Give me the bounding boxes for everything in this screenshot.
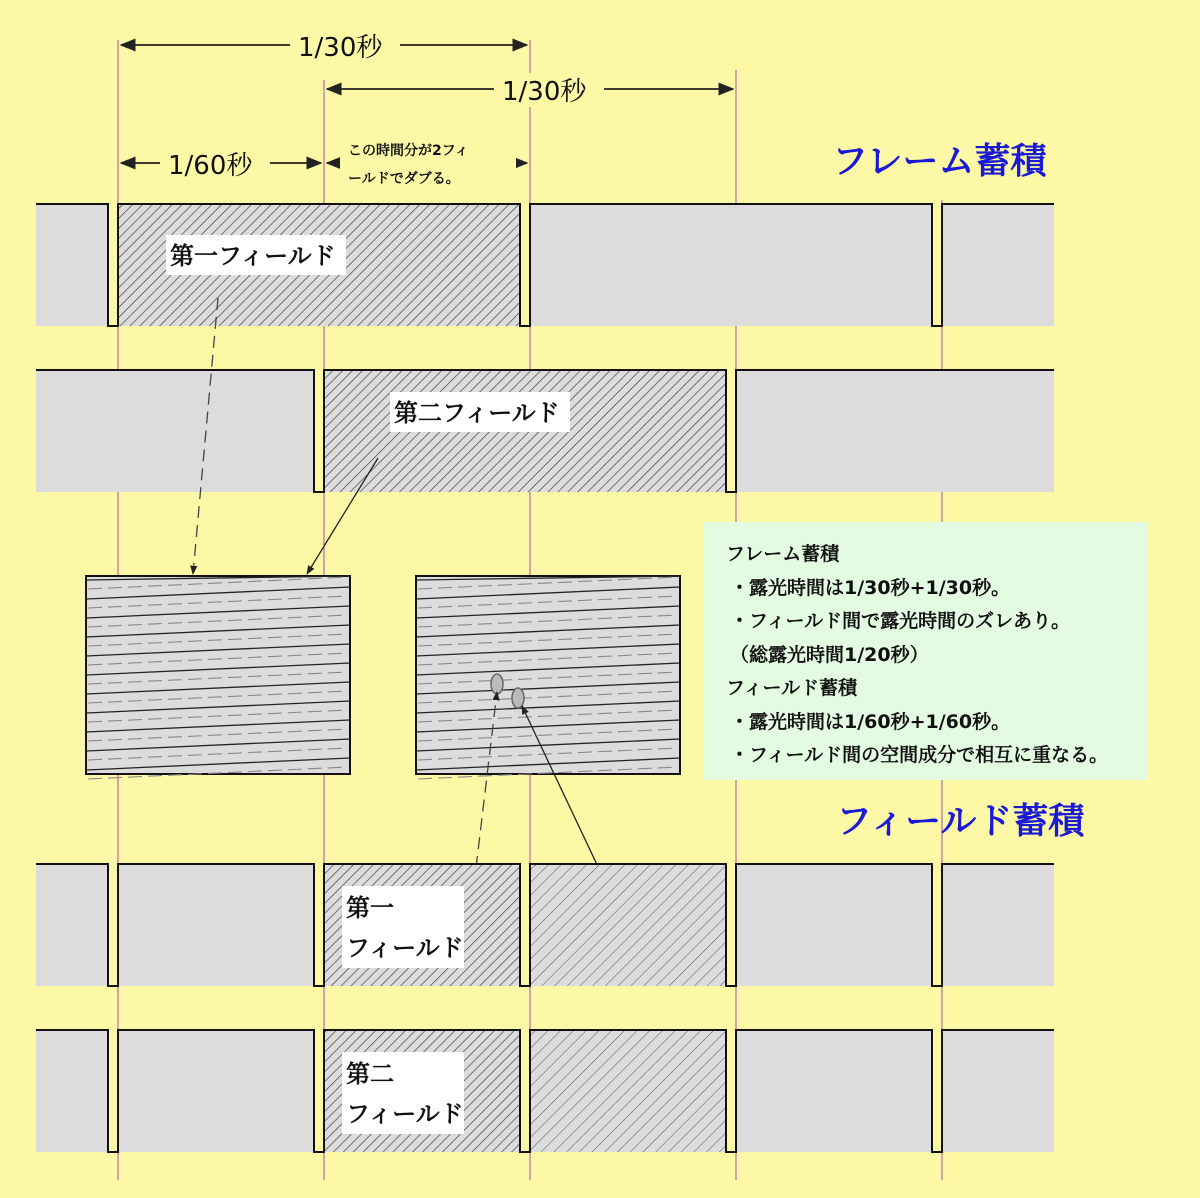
note-frame-point-3: （総露光時間1/20秒） xyxy=(730,643,929,666)
field-row-1 xyxy=(36,864,1054,986)
frame-accumulated-image xyxy=(86,576,350,779)
overlap-note-line2: ールドでダブる。 xyxy=(348,171,460,187)
explanation-note xyxy=(704,522,1148,780)
field-accumulated-image xyxy=(416,576,680,779)
field-row-1-bar-sparse xyxy=(530,864,726,986)
frame-row-2-bar xyxy=(736,370,1054,492)
field-row-2-bar xyxy=(118,1030,314,1152)
pixel-marker xyxy=(491,674,503,694)
field-row-2-bar xyxy=(942,1030,1054,1152)
field-row-1-bar xyxy=(942,864,1054,986)
note-frame-point-2: ・フィールド間で露光時間のズレあり。 xyxy=(730,610,1071,632)
frame-second-field-label: 第二フィールド xyxy=(394,399,560,427)
note-heading-field: フィールド蓄積 xyxy=(726,677,858,699)
field-row-1-bar xyxy=(36,864,108,986)
pixel-marker xyxy=(512,688,524,708)
field-first-label-line1: 第一 xyxy=(346,894,394,922)
field-row-1-bar xyxy=(736,864,932,986)
field-row-2-bar xyxy=(736,1030,932,1152)
note-frame-point-1: ・露光時間は1/30秒+1/30秒。 xyxy=(730,576,1011,599)
frame-row-1-bar xyxy=(942,204,1054,326)
field-period-label: 1/60秒 xyxy=(168,151,253,181)
field-first-label-line2: フィールド xyxy=(346,934,464,962)
frame-row-1-bar xyxy=(530,204,932,326)
field-row-2-bar xyxy=(36,1030,108,1152)
frame-period-1-label: 1/30秒 xyxy=(298,33,383,63)
field-second-label-line1: 第二 xyxy=(346,1060,394,1088)
frame-row-2-bar xyxy=(36,370,314,492)
note-field-point-2: ・フィールド間の空間成分で相互に重なる。 xyxy=(730,744,1109,766)
field-row-1-bar xyxy=(118,864,314,986)
frame-period-2-label: 1/30秒 xyxy=(502,77,587,107)
frame-row-1-bar xyxy=(36,204,108,326)
note-field-point-1: ・露光時間は1/60秒+1/60秒。 xyxy=(730,710,1011,733)
field-row-2-bar-sparse xyxy=(530,1030,726,1152)
field-accumulation-title: フィールド蓄積 xyxy=(836,801,1085,842)
frame-first-field-label: 第一フィールド xyxy=(170,242,336,270)
overlap-note-line1: この時間分が2フィ xyxy=(348,143,469,159)
note-heading-frame: フレーム蓄積 xyxy=(726,543,840,565)
field-row-2 xyxy=(36,1030,1054,1152)
frame-accumulation-title: フレーム蓄積 xyxy=(832,141,1047,182)
field-second-label-line2: フィールド xyxy=(346,1100,464,1128)
